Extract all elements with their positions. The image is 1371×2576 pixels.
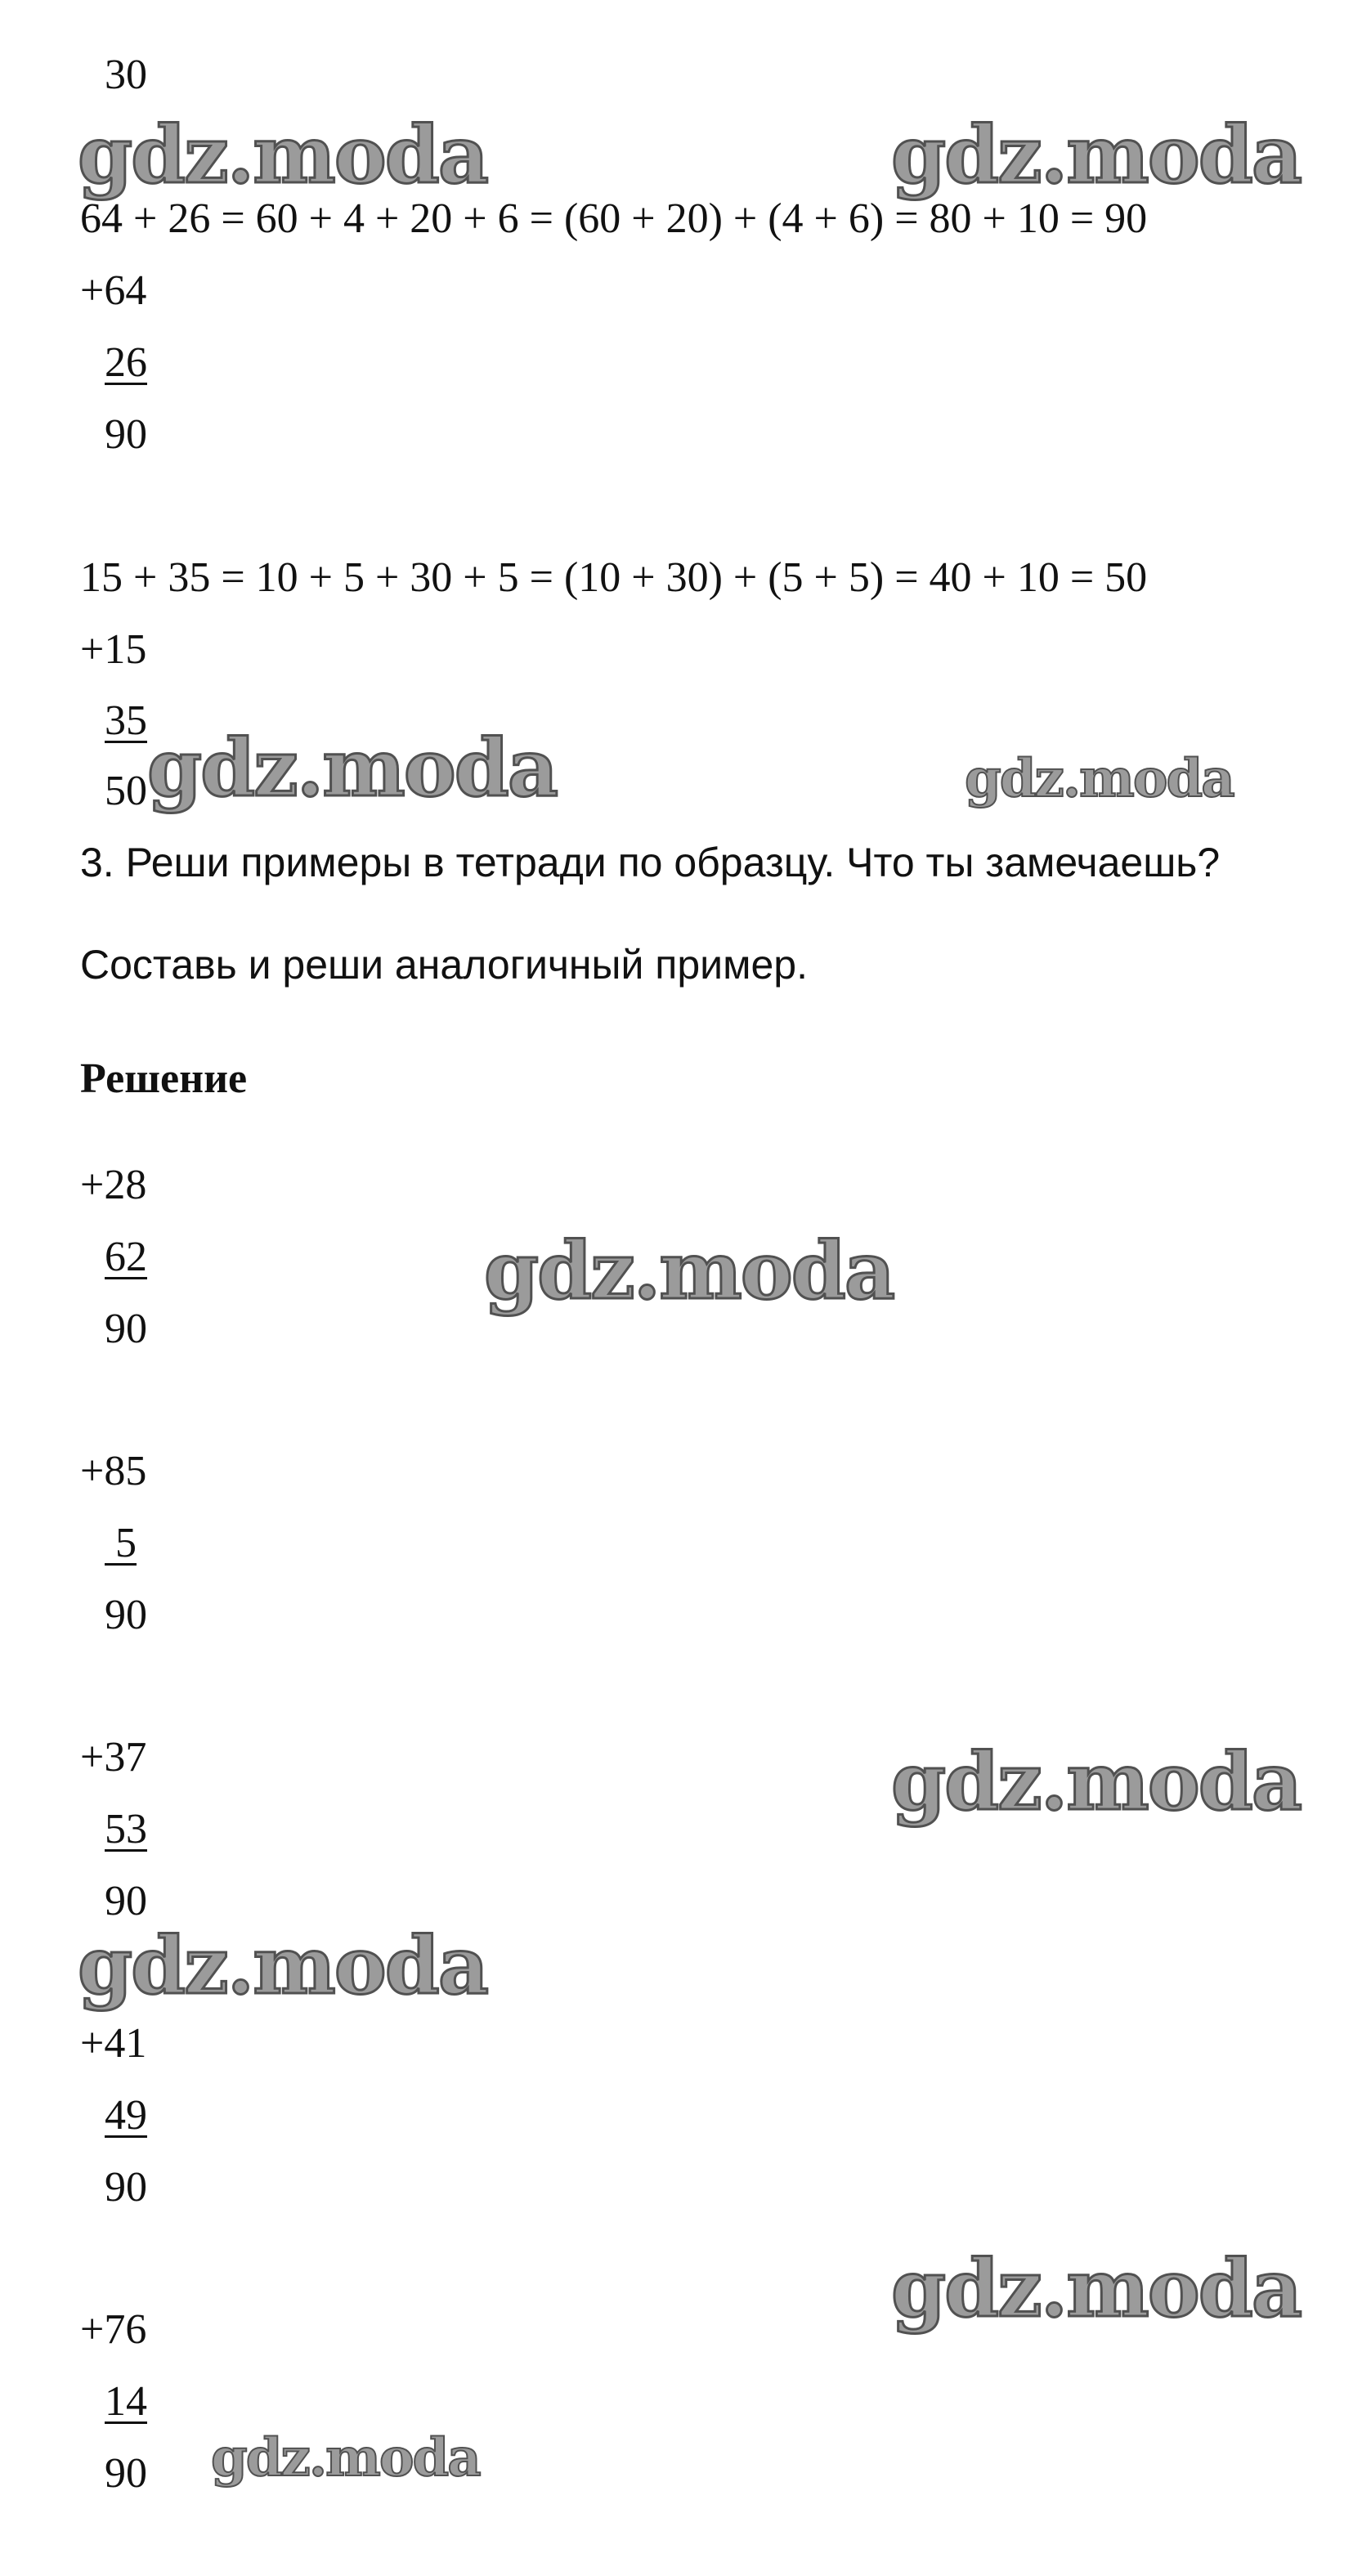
watermark: gdz.moda <box>965 748 1234 809</box>
column-addend-2: 35 <box>105 697 147 744</box>
column-addend-1: +64 <box>80 267 147 314</box>
column-addend-2: 26 <box>105 339 147 386</box>
equation-64-26: 64 + 26 = 60 + 4 + 20 + 6 = (60 + 20) + (4 + 6) = 80 + 10 = 90 <box>80 195 1148 242</box>
example-top: +85 <box>80 1448 147 1494</box>
partial-result: 30 <box>105 52 147 98</box>
example-result: 90 <box>105 1592 147 1638</box>
watermark: gdz.moda <box>147 722 558 814</box>
example-top: +37 <box>80 1734 147 1781</box>
example-top: +28 <box>80 1162 147 1208</box>
example-result: 90 <box>105 1306 147 1352</box>
example-top: +41 <box>80 2020 147 2067</box>
task-instruction: Составь и реши аналогичный пример. <box>80 942 808 988</box>
watermark: gdz.moda <box>891 2242 1302 2335</box>
column-result: 90 <box>105 411 147 458</box>
example-result: 90 <box>105 2164 147 2211</box>
example-bottom: 5 <box>105 1520 137 1566</box>
example-result: 90 <box>105 2450 147 2497</box>
column-result: 50 <box>105 768 147 814</box>
watermark: gdz.moda <box>484 1225 894 1317</box>
watermark: gdz.moda <box>211 2427 480 2489</box>
equation-15-35: 15 + 35 = 10 + 5 + 30 + 5 = (10 + 30) + (5 + 5) = 40 + 10 = 50 <box>80 554 1148 601</box>
watermark: gdz.moda <box>891 109 1302 201</box>
example-bottom: 14 <box>105 2378 147 2425</box>
example-top: +76 <box>80 2306 147 2353</box>
column-addend-1: +15 <box>80 626 147 673</box>
example-bottom: 49 <box>105 2092 147 2139</box>
example-bottom: 53 <box>105 1806 147 1852</box>
solution-heading: Решение <box>80 1055 248 1102</box>
example-bottom: 62 <box>105 1234 147 1280</box>
watermark: gdz.moda <box>78 109 488 201</box>
task-text: 3. Реши примеры в тетради по образцу. Что ты замечаешь? <box>80 840 1221 885</box>
watermark: gdz.moda <box>78 1920 488 2012</box>
watermark: gdz.moda <box>891 1736 1302 1828</box>
example-result: 90 <box>105 1878 147 1924</box>
